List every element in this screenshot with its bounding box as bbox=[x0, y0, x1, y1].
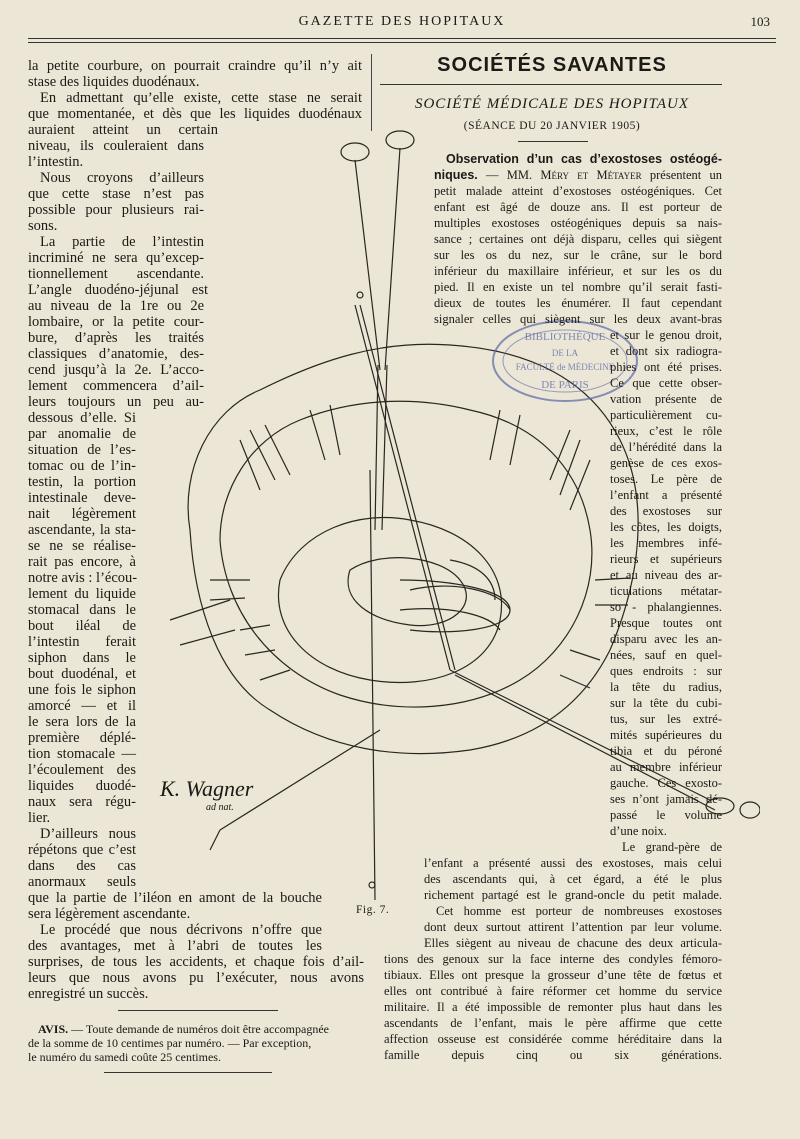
text-line: testin, la portion bbox=[28, 474, 136, 490]
text-line: nées, sauf en quel- bbox=[610, 648, 722, 662]
text-line: Nous croyons d’ailleurs bbox=[40, 170, 204, 186]
text-line: d’une noix. bbox=[610, 824, 667, 838]
text-line: surprises, de tous les accidents, et chaque fois d’ail- bbox=[28, 954, 364, 970]
text-line: intestinale deve- bbox=[28, 490, 136, 506]
text-line: ascendants de l’enfant, mais le père affirme que cette bbox=[384, 1016, 722, 1030]
text-line: D’ailleurs nous bbox=[40, 826, 136, 842]
text-line: que cette stase n’est pas bbox=[28, 186, 204, 202]
stamp-top-text: BIBLIOTHÈQUE bbox=[524, 331, 606, 343]
text-line: signaler celles qui siègent sur les deux avant-bras bbox=[434, 312, 722, 326]
avis-line: le numéro du samedi coûte 25 centimes. bbox=[28, 1050, 221, 1064]
section-rule bbox=[380, 84, 722, 85]
text-line: amorcé — et il bbox=[28, 698, 136, 714]
artist-signature bbox=[160, 776, 253, 813]
text-line: militaire. Il a été impossible de remonter plus haut dans les bbox=[384, 1000, 722, 1014]
text-line: inférieur du maxillaire inférieur, et sur les os du bbox=[434, 264, 722, 278]
text-line: lier. bbox=[28, 810, 51, 826]
text-line: niveau, ils couleraient dans bbox=[28, 138, 204, 154]
text-line: notre avis : l’écou- bbox=[28, 570, 138, 586]
text-line: disparu avec les an- bbox=[610, 632, 722, 646]
text-line: anormaux seuls bbox=[28, 874, 136, 890]
text-line: dessous d’elle. Si bbox=[28, 410, 136, 426]
text-line: des exostoses sur bbox=[610, 504, 722, 518]
text-line: bure, d’après les traités bbox=[28, 330, 204, 346]
text-line: leurs toujours un peu au- bbox=[28, 394, 204, 410]
text-line: et dont six radiogra- bbox=[610, 344, 722, 358]
text-line: l’écoulement des bbox=[28, 762, 136, 778]
text-line: rieurs et supérieurs bbox=[610, 552, 722, 566]
society-title: SOCIÉTÉ MÉDICALE DES HOPITAUX bbox=[414, 96, 690, 112]
text-line: stomacal dans le bbox=[28, 602, 136, 618]
signature-name: K. Wagner bbox=[160, 776, 254, 801]
authors: MM. Méry et Métayer bbox=[506, 168, 642, 182]
header-rule-2 bbox=[28, 42, 776, 43]
text-line: des ascendants qui, à cet égard, a été le plus bbox=[424, 872, 722, 886]
text-line: mités supérieures du bbox=[610, 728, 722, 742]
text-line: enfant est âgé de douze ans. Il est porteur de bbox=[434, 200, 722, 214]
text-line: les membres infé- bbox=[610, 536, 722, 550]
text-line: dans des cas bbox=[28, 858, 136, 874]
text-line: leurs que nous avons pu l’exécuter, nous avons bbox=[28, 970, 364, 986]
text-line: tibia et du péroné bbox=[610, 744, 722, 758]
observation-heading-cont: niques. bbox=[434, 168, 478, 182]
text-line: dieux de toutes les énumérer. Il faut cependant bbox=[434, 296, 722, 310]
text-line: particulièrement cu- bbox=[610, 408, 722, 422]
signature-sub: ad nat. bbox=[206, 802, 234, 813]
text-line: multiples exostoses ostéogéniques depuis sa nais- bbox=[434, 216, 722, 230]
text-line: de l’hérédité dans la bbox=[610, 440, 722, 454]
text-line: et au niveau des ar- bbox=[610, 568, 722, 582]
text-line: dont deux surtout attirent l’attention par leur volume. bbox=[424, 920, 722, 934]
text-line: le sera lors de la bbox=[28, 714, 136, 730]
text-line: l’intestin. bbox=[28, 154, 84, 170]
text-line: tibiaux. Elles ont presque la grosseur d’une tête de fœtus et bbox=[384, 968, 722, 982]
observation-heading: Observation d’un cas d’exostoses ostéogé- bbox=[446, 152, 722, 166]
text-line: Presque toutes ont bbox=[610, 616, 722, 630]
stamp-middle2-text: FACULTÉ de MÉDECINE bbox=[515, 362, 615, 372]
text-line: tomac ou de l’in- bbox=[28, 458, 136, 474]
text-line: l’enfant a présenté aussi des exostoses, mais celui bbox=[424, 856, 722, 870]
text-line: gauche. Ces exosto- bbox=[610, 776, 722, 790]
text-line: lement commencera d’ail- bbox=[28, 378, 204, 394]
text-line: Cet homme est porteur de nombreuses exostoses bbox=[436, 904, 722, 918]
text-line: Le procédé que nous décrivons n’offre que bbox=[40, 922, 322, 938]
text-line: enregistré un succès. bbox=[28, 986, 149, 1002]
text-line: sur les os du nez, sur le crâne, sur le bord bbox=[434, 248, 722, 262]
text-line: sance ; certaines ont déjà disparu, celles qui siègent bbox=[434, 232, 722, 246]
text-line: incriminé ne sera qu’excep- bbox=[28, 250, 204, 266]
text-line: ascendante, la sta- bbox=[28, 522, 136, 538]
text-line: vation présente de bbox=[610, 392, 722, 406]
figure-caption: Fig. 7. bbox=[356, 904, 390, 916]
text-line: toses. Le père de bbox=[610, 472, 722, 486]
divider-ornament bbox=[118, 1010, 278, 1011]
header-rule bbox=[28, 38, 776, 39]
text-line: auraient atteint un certain bbox=[28, 122, 218, 138]
text-line: nait légèrement bbox=[28, 506, 136, 522]
text-line: Le grand-père de bbox=[622, 840, 722, 854]
text-line: siphon dans le bbox=[28, 650, 136, 666]
stamp-bottom-text: DE PARIS bbox=[541, 379, 589, 391]
text-line: au membre inférieur bbox=[610, 760, 722, 774]
text-line: lement du liquide bbox=[28, 586, 136, 602]
text-line: sons. bbox=[28, 218, 58, 234]
text-line: richement partagé est le grand-oncle du petit malade. bbox=[424, 888, 722, 902]
text-line: rait pas encore, à bbox=[28, 554, 136, 570]
text-line: tionnellement ascendante. bbox=[28, 266, 204, 282]
avis-line: — Toute demande de numéros doit être accompagnée bbox=[71, 1022, 329, 1036]
text-line: naux sera régu- bbox=[28, 794, 136, 810]
text-line: lombaire, or la petite cour- bbox=[28, 314, 204, 330]
text-line: ques endroits : sur bbox=[610, 664, 722, 678]
stamp-middle-text: DE LA bbox=[551, 348, 579, 358]
text-line: au niveau de la 1re ou 2e bbox=[28, 298, 204, 314]
text-line: genèse de ces exos- bbox=[610, 456, 722, 470]
avis-label: AVIS. bbox=[38, 1022, 69, 1036]
text-line: tions des genoux sur la face interne des condyles fémoro- bbox=[384, 952, 722, 966]
text-line: La partie de l’intestin bbox=[40, 234, 204, 250]
text-line: l’enfant a présenté bbox=[610, 488, 722, 502]
text-line: sera légèrement ascendante. bbox=[28, 906, 191, 922]
text-line: présentent un bbox=[649, 168, 723, 182]
page-header bbox=[28, 10, 776, 36]
text-line: que la partie de l’iléon en amont de la bouche bbox=[28, 890, 322, 906]
text-line: so - phalangiennes. bbox=[610, 600, 722, 614]
text-line: que momentanée, et dès que les liquides duodénaux bbox=[28, 106, 362, 122]
text-line: par anomalie de bbox=[28, 426, 136, 442]
text-line: rieux, c’est le rôle bbox=[610, 424, 722, 438]
text-line: pied. Il en existe un tel nombre qu’il serait fasti- bbox=[434, 280, 722, 294]
text-line: L’angle duodéno-jéjunal est bbox=[28, 282, 208, 298]
text-line: première déplé- bbox=[28, 730, 136, 746]
text-line: affection osseuse est considérée comme héréditaire dans la bbox=[384, 1032, 722, 1046]
text-line: des avantages, met à l’abri de toutes les bbox=[28, 938, 322, 954]
short-rule bbox=[518, 141, 588, 142]
text-line: les côtes, les doigts, bbox=[610, 520, 722, 534]
text-line: la petite courbure, on pourrait craindre qu’il n’y ait bbox=[28, 58, 362, 74]
text-line: tion stomacale — bbox=[28, 746, 136, 762]
text-line: l’intestin ferait bbox=[28, 634, 136, 650]
text-line: phies ont été prises. bbox=[610, 360, 722, 374]
text-line: bout iléal de bbox=[28, 618, 136, 634]
text-line: bout duodénal, et bbox=[28, 666, 136, 682]
text-line: situation de l’es- bbox=[28, 442, 136, 458]
text-line: et sur le genou droit, bbox=[610, 328, 722, 342]
text-line: ses n’ont jamais dé- bbox=[610, 792, 722, 806]
text-line: liquides duodé- bbox=[28, 778, 136, 794]
page-number: 103 bbox=[750, 14, 770, 29]
text-line: petit malade atteint d’exostoses ostéogéniques. Cet bbox=[434, 184, 722, 198]
avis-line: de la somme de 10 centimes par numéro. — Par exception, bbox=[28, 1036, 312, 1050]
text-line: répétons que c’est bbox=[28, 842, 136, 858]
text-line: stase des liquides duodénaux. bbox=[28, 74, 200, 90]
text-line: possible pour plusieurs rai- bbox=[28, 202, 204, 218]
text-line: sur la tête du cubi- bbox=[610, 696, 722, 710]
section-title: SOCIÉTÉS SAVANTES bbox=[437, 54, 667, 76]
text-line: tus, sur les extré- bbox=[610, 712, 722, 726]
divider-ornament bbox=[104, 1072, 272, 1073]
text-line: ticulations métatar- bbox=[610, 584, 722, 598]
text-line: famille depuis cinq ou six générations. bbox=[384, 1048, 722, 1062]
text-line: elles ont contribué à faire réformer cet homme du service bbox=[384, 984, 722, 998]
text-line: la tête du radius, bbox=[610, 680, 722, 694]
text-line: se ne se réalise- bbox=[28, 538, 136, 554]
text-line: cend jusqu’à la 2e. L’acco- bbox=[28, 362, 204, 378]
text-line: Elles siègent au niveau de chacune des deux articula- bbox=[424, 936, 722, 950]
text-line: une fois le siphon bbox=[28, 682, 136, 698]
journal-title: GAZETTE DES HOPITAUX bbox=[298, 14, 506, 29]
session-date: (SÉANCE DU 20 JANVIER 1905) bbox=[463, 120, 641, 132]
text-line: En admettant qu’elle existe, cette stase ne serait bbox=[40, 90, 362, 106]
text-line: passé le volume bbox=[610, 808, 722, 822]
text-line: classiques d’anatomie, des- bbox=[28, 346, 204, 362]
text-line: Ce que cette obser- bbox=[610, 376, 722, 390]
